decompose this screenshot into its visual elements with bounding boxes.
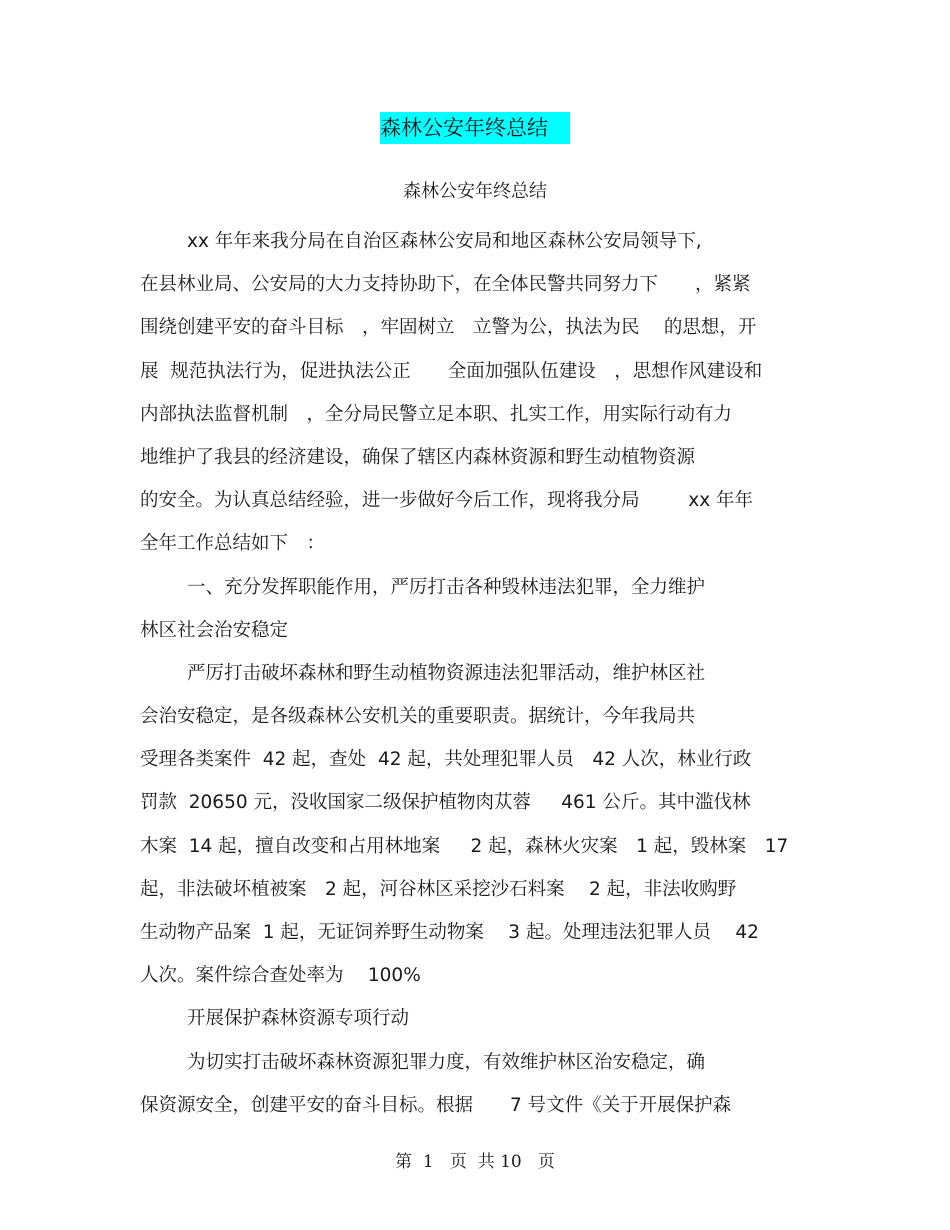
paragraph-line: 全年工作总结如下 ： (140, 533, 326, 555)
section-heading-line: 一、充分发挥职能作用，严厉打击各种毁林违法犯罪，全力维护 (187, 576, 706, 598)
paragraph-line: 会治安稳定，是各级森林公安机关的重要职责。据统计，今年我局共 (140, 706, 696, 728)
paragraph-line: 展 规范执法行为，促进执法公正 全面加强队伍建设 ，思想作风建设和 (140, 360, 763, 382)
document-title: 森林公安年终总结 (380, 112, 570, 144)
paragraph-line: 围绕创建平安的奋斗目标 ，牢固树立 立警为公，执法为民 的思想，开 (140, 317, 757, 339)
paragraph-line: 起，非法破坏植被案 2 起，河谷林区采挖沙石料案 2 起，非法收购野 (140, 878, 737, 900)
section-heading-line: 开展保护森林资源专项行动 (187, 1008, 410, 1030)
paragraph-line: 保资源安全，创建平安的奋斗目标。根据 7 号文件《关于开展保护森 (140, 1094, 732, 1116)
paragraph-line: 为切实打击破坏森林资源犯罪力度，有效维护林区治安稳定，确 (187, 1051, 706, 1073)
page-number-footer: 第 1 页 共 10 页 (395, 1152, 555, 1172)
section-heading-line: 林区社会治安稳定 (140, 619, 289, 641)
title-container (0, 112, 950, 144)
document-subtitle: 森林公安年终总结 (403, 181, 547, 202)
paragraph-line: 的安全。为认真总结经验，进一步做好今后工作，现将我分局 xx 年年 (140, 490, 754, 512)
body-text (140, 220, 830, 1127)
paragraph-line: 受理各类案件 42 起，查处 42 起，共处理犯罪人员 42 人次，林业行政 (140, 749, 752, 771)
paragraph-line: 人次。案件综合查处率为 100% (140, 965, 421, 987)
paragraph-line: 地维护了我县的经济建设，确保了辖区内森林资源和野生动植物资源 (140, 446, 696, 468)
paragraph-line: 在县林业局、公安局的大力支持协助下，在全体民警共同努力下 ，紧紧 (140, 274, 751, 296)
paragraph-line: 木案 14 起，擅自改变和占用林地案 2 起，森林火灾案 1 起，毁林案 17 (140, 835, 789, 857)
paragraph-line: 生动物产品案 1 起，无证饲养野生动物案 3 起。处理违法犯罪人员 42 (140, 922, 759, 943)
paragraph-line: 严厉打击破坏森林和野生动植物资源违法犯罪活动，维护林区社 (187, 662, 706, 684)
paragraph-line: 内部执法监督机制 ，全分局民警立足本职、扎实工作，用实际行动有力 (140, 403, 733, 425)
paragraph-line: 罚款 20650 元，没收国家二级保护植物肉苁蓉 461 公斤。其中滥伐林 (140, 792, 751, 814)
paragraph-line: xx 年年来我分局在自治区森林公安局和地区森林公安局领导下, (187, 231, 702, 252)
